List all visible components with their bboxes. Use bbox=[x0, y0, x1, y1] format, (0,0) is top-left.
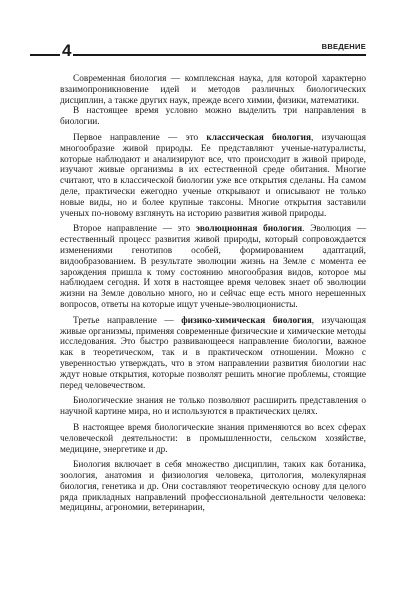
term-physchem-biology: физико-химическая биология bbox=[181, 315, 312, 326]
term-classical-biology: классическая биология bbox=[206, 132, 312, 143]
paragraph-text: Биологические знания не только позволяют расширить представления о научной картине мира, но и используются в практических целях. bbox=[60, 396, 366, 418]
paragraph-text: Первое направление — это bbox=[73, 132, 207, 143]
header-rule bbox=[30, 54, 366, 56]
paragraph-directions bbox=[60, 106, 366, 128]
paragraph-text: Третье направление — bbox=[73, 315, 182, 326]
paragraph-evolutionary-biology bbox=[60, 224, 366, 310]
paragraph-text: В настоящее время биологические знания применяются во всех сферах человеческой деятельности: в промышленности, сельском хозяйстве, медицине, энергетике и др. bbox=[60, 422, 366, 455]
paragraph-disciplines bbox=[60, 460, 366, 514]
paragraph-text: Современная биология — комплексная наука, для которой характерно взаимопроникновение идей и методов различных биологических дисциплин, а также других наук, прежде всего химии, физики, математики. bbox=[60, 74, 366, 106]
paragraph-text: , изучающая многообразие живой природы. Ее представляют ученые-натуралисты, которые наблюдают и анализируют все, что происходит в живой природе, изучают живые организмы в их естественной среде обитания. Многие считают, что в классической биологии уже все открытия сделаны. На самом деле, практически ежегодно ученые открывают и описывают не только новые виды, но и более крупные таксоны. Многие открытия заставили ученых по-новому взглянуть на историю развития живой природы. bbox=[60, 132, 366, 219]
paragraph-text: , изучающая живые организмы, применяя современные физические и химические методы исследования. Это быстро развивающееся направление биологии, важное как в теоретическом, так и в практическом отношении. Можно с уверенностью утверждать, что в этом направлении развития биологии нас ждут новые открытия, которые позволят решить многие проблемы, стоящие перед человечеством. bbox=[60, 315, 367, 391]
page-header bbox=[30, 42, 366, 60]
paragraph-physchem-biology bbox=[60, 316, 366, 392]
paragraph-text: В настоящее время условно можно выделить три направления в биологии. bbox=[60, 106, 366, 128]
paragraph-text: Биология включает в себя множество дисциплин, таких как ботаника, зоология, анатомия и физиология человека, цитология, молекулярная биология, генетика и др. Они составляют теоретическую основу для целого ряда прикладных направлений профессиональной деятельности человека: медицины, агрономии, ветеринарии, bbox=[60, 460, 366, 514]
paragraph-practical-use bbox=[60, 396, 366, 418]
paragraph-classical-biology bbox=[60, 133, 366, 219]
paragraph-text: Второе направление — это bbox=[73, 224, 196, 235]
body-text bbox=[60, 74, 366, 514]
paragraph-text: . Эволюция — естественный процесс развития живой природы, который сопровождается изменениями генотипов особей, формированием адаптаций, видообразованием. В результате эволюции жизнь на Земле с момента ее зарождения пришла к тому состоянию многообразия видов, которое мы наблюдаем сегодня. И хотя в настоящее время человек знает об эволюции жизни на Земле довольно много, но и сейчас еще есть много нерешенных вопросов, ответы на которые ищут ученые-эволюционисты. bbox=[60, 224, 367, 310]
term-evolutionary-biology: эволюционная биология bbox=[195, 224, 303, 235]
paragraph-intro bbox=[60, 74, 366, 106]
paragraph-applications bbox=[60, 423, 366, 455]
page-number: 4 bbox=[62, 41, 72, 60]
section-title: ВВЕДЕНИЕ bbox=[318, 42, 366, 52]
